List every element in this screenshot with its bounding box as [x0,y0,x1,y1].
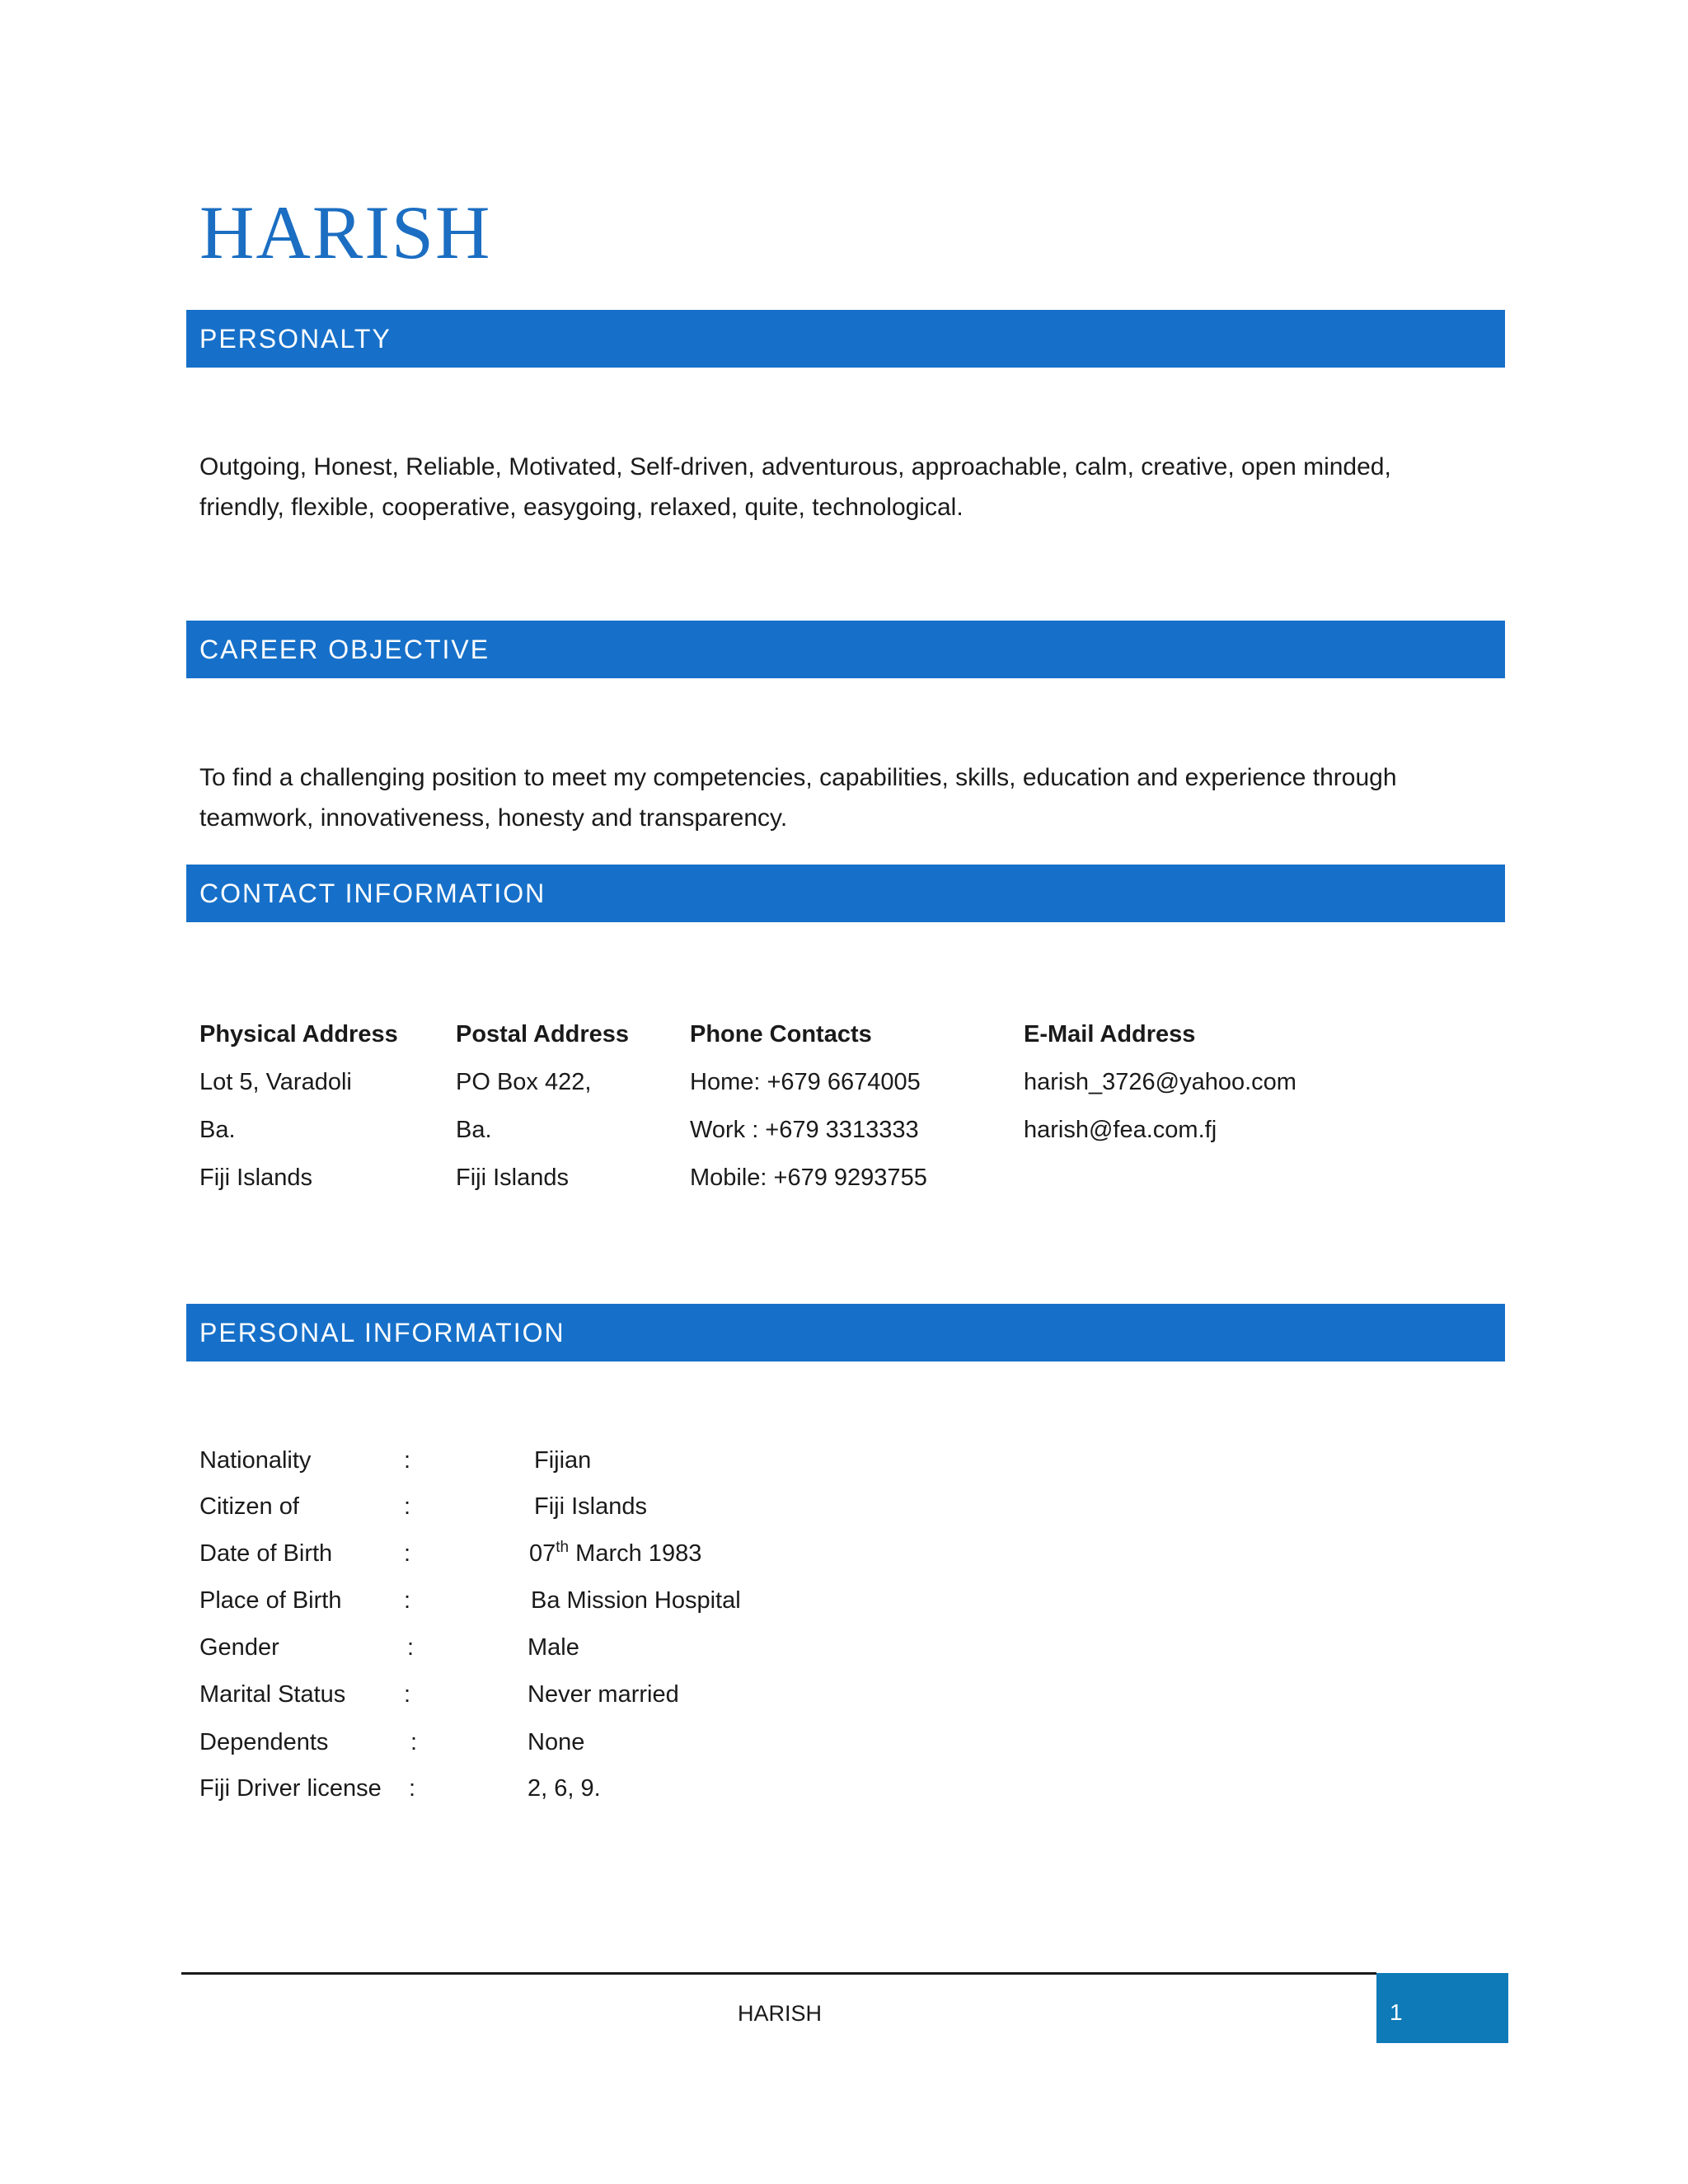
personal-info-label: Date of Birth [199,1540,333,1567]
section-bar-personality: PERSONALTY [186,310,1505,368]
physical-address-line: Ba. [199,1117,236,1143]
physical-address-line: Fiji Islands [199,1165,312,1191]
personal-info-value: Never married [528,1681,679,1708]
email-address-column [1024,1010,1296,1154]
personal-info-value: Fijian [534,1447,592,1474]
personal-info-value: 2, 6, 9. [528,1775,601,1802]
date-of-birth-day: 07 [529,1540,556,1567]
section-bar-personal-information: PERSONAL INFORMATION [186,1304,1505,1361]
personal-info-colon: : [409,1775,416,1802]
page-number-box [1376,1973,1508,2043]
personality-text [199,447,1485,527]
postal-address-header: Postal Address [456,1021,630,1047]
personal-info-label: Citizen of [199,1493,299,1520]
personal-info-colon: : [404,1681,411,1708]
career-objective-text [199,757,1485,838]
personal-info-value: Fiji Islands [534,1493,647,1520]
personal-info-row [199,1587,1024,1629]
physical-address-header: Physical Address [199,1021,398,1047]
personal-info-value: Ba Mission Hospital [531,1587,741,1614]
email-address-header: E-Mail Address [1024,1021,1196,1047]
personal-info-colon: : [410,1729,418,1755]
career-line-2: teamwork, innovativeness, honesty and transparency. [199,804,788,832]
physical-address-column [199,1010,398,1202]
personal-info-colon: : [404,1587,411,1614]
personal-info-colon: : [404,1447,411,1474]
footer-name: HARISH [738,2001,823,2026]
date-of-birth-ordinal: th [556,1539,570,1556]
date-of-birth-month-year: March 1983 [569,1540,702,1567]
personal-info-value: Male [528,1634,579,1661]
phone-contacts-header: Phone Contacts [690,1021,872,1047]
personal-info-label: Fiji Driver license [199,1775,382,1802]
candidate-name: HARISH [199,190,492,274]
page-number: 1 [1390,1999,1403,2025]
physical-address-line: Lot 5, Varadoli [199,1069,352,1095]
personal-info-row [199,1493,1024,1535]
phone-contact-line: Work : +679 3313333 [690,1117,919,1143]
personal-info-colon: : [407,1634,415,1661]
personality-line-2: friendly, flexible, cooperative, easygoing, relaxed, quite, technological. [199,494,964,521]
personal-info-label: Dependents [199,1729,329,1755]
personal-info-value [529,1540,701,1568]
phone-contacts-column [690,1010,927,1202]
personal-info-label: Nationality [199,1447,312,1474]
career-line-1: To find a challenging position to meet my competencies, capabilities, skills, education and experience through [199,764,1397,791]
personal-info-label: Gender [199,1634,279,1661]
postal-address-column [456,1010,629,1202]
phone-contact-line: Mobile: +679 9293755 [690,1165,927,1191]
personal-info-row [199,1447,1024,1488]
postal-address-line: Ba. [456,1117,492,1143]
postal-address-line: PO Box 422, [456,1069,592,1095]
personal-info-value: None [528,1729,585,1755]
phone-contact-line: Home: +679 6674005 [690,1069,921,1095]
postal-address-line: Fiji Islands [456,1165,569,1191]
email-address-line[interactable]: harish@fea.com.fj [1024,1117,1217,1143]
personal-info-colon: : [404,1540,411,1567]
personal-info-label: Marital Status [199,1681,346,1708]
section-bar-career-objective: CAREER OBJECTIVE [186,621,1505,678]
personality-line-1: Outgoing, Honest, Reliable, Motivated, Self-driven, adventurous, approachable, calm, creative, open minded, [199,453,1391,480]
personal-info-row [199,1634,1024,1675]
personal-info-row [199,1681,1024,1722]
footer-divider [181,1972,1376,1975]
personal-info-colon: : [404,1493,411,1520]
email-address-line[interactable]: harish_3726@yahoo.com [1024,1069,1296,1095]
personal-info-row [199,1775,1024,1816]
section-bar-contact-information: CONTACT INFORMATION [186,865,1505,922]
personal-info-label: Place of Birth [199,1587,342,1614]
personal-info-row [199,1540,1024,1582]
personal-info-row [199,1729,1024,1770]
